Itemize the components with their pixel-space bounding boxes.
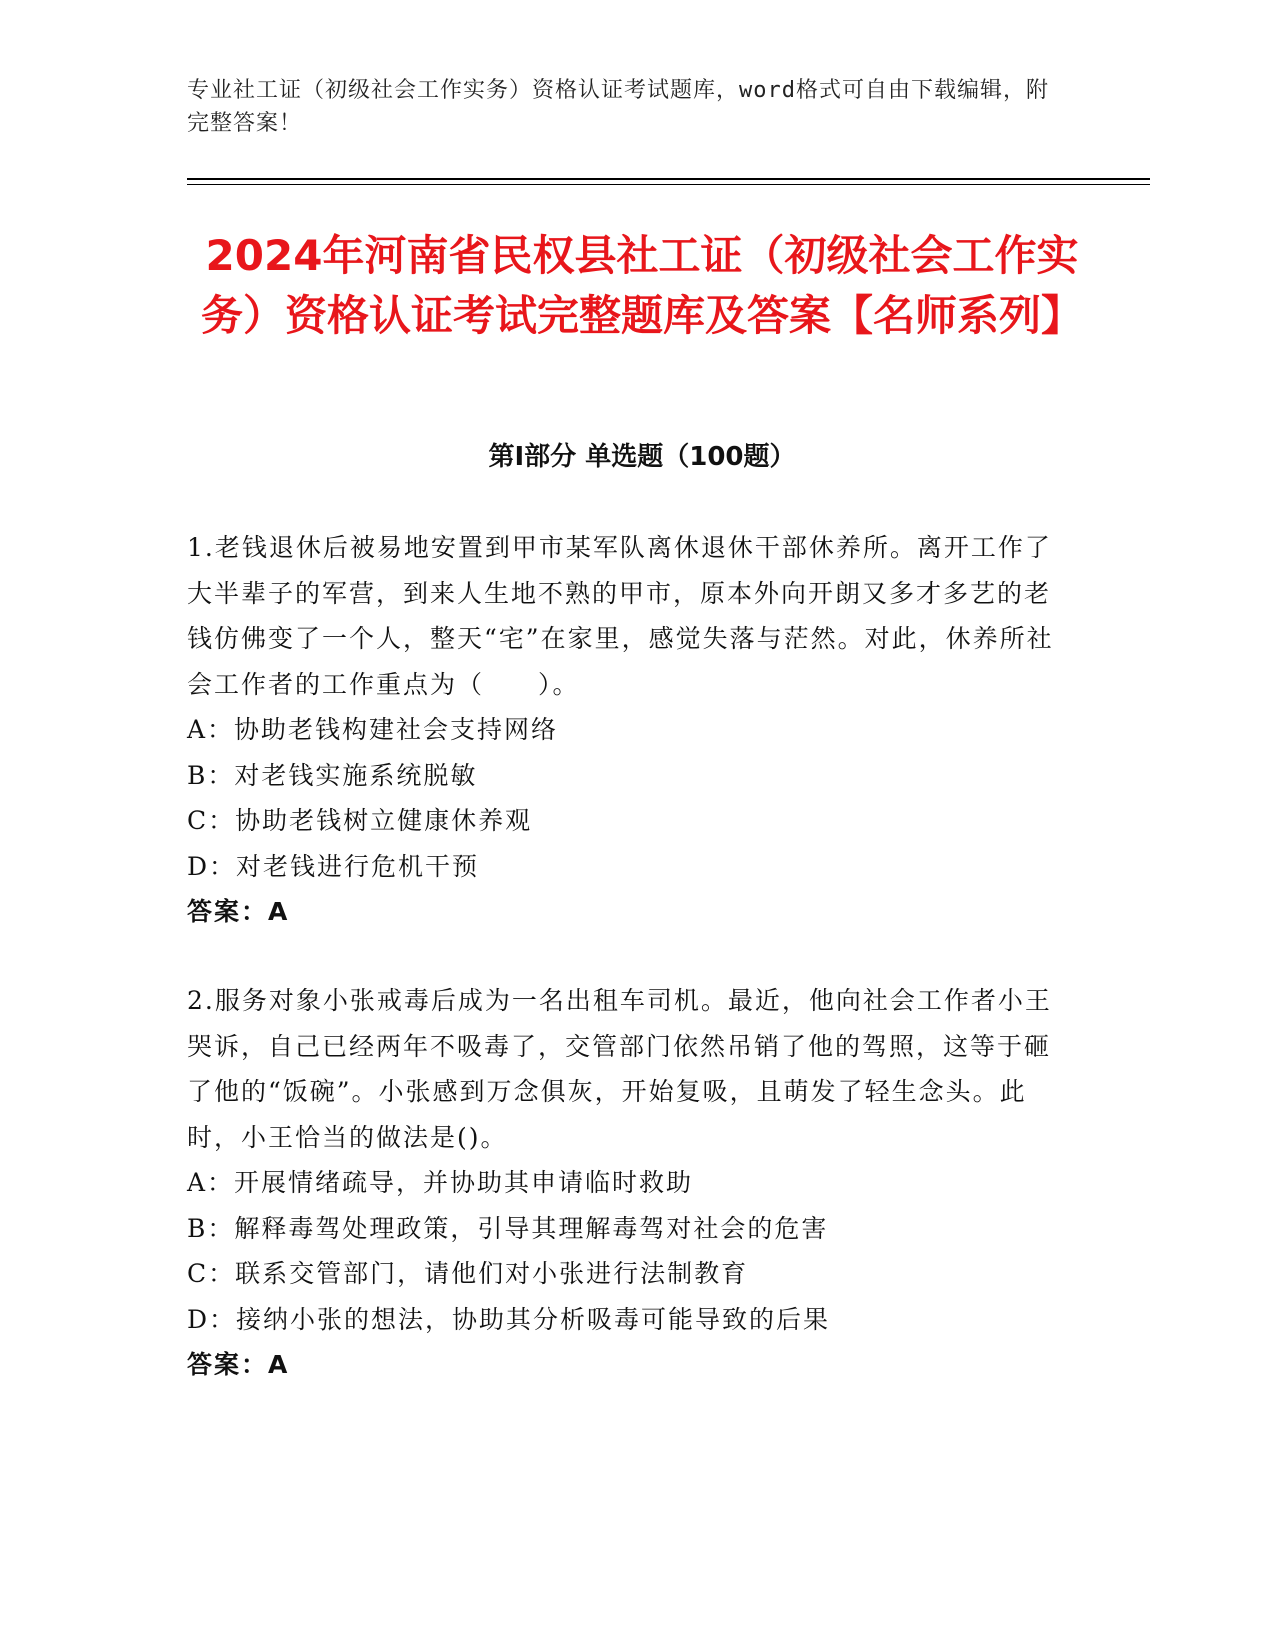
question-stem: 1.老钱退休后被易地安置到甲市某军队离休退休干部休养所。离开工作了大半辈子的军营，到来人生地不熟的甲市，原本外向开朗又多才多艺的老钱仿佛变了一个人，整天“宅”在家里，感觉失落与茫然。对此，休养所社会工作者的工作重点为（ ）。 (187, 533, 1054, 699)
option-b: B：对老钱实施系统脱敏 (187, 760, 478, 790)
option-a: A：协助老钱构建社会支持网络 (187, 715, 559, 744)
option-d: D：对老钱进行危机干预 (187, 851, 480, 881)
question-stem: 2.服务对象小张戒毒后成为一名出租车司机。最近，他向社会工作者小王哭诉，自己已经两年不吸毒了，交管部门依然吊销了他的驾照，这等于砸了他的“饭碗”。小张感到万念俱灰，开始复吸，且萌发了轻生念头。此时，小王恰当的做法是()。 (187, 986, 1052, 1152)
option-d: D：接纳小张的想法，协助其分析吸毒可能导致的后果 (187, 1304, 831, 1334)
section-heading: 第I部分 单选题（100题） (488, 442, 796, 472)
option-c: C：协助老钱树立健康休养观 (187, 806, 533, 835)
document-title: 2024年河南省民权县社工证（初级社会工作实务）资格认证考试完整题库及答案【名师系列】 (200, 231, 1083, 340)
option-c: C：联系交管部门，请他们对小张进行法制教育 (187, 1259, 749, 1288)
answer: 答案：A (187, 1350, 290, 1379)
header-divider-thin (187, 184, 1150, 185)
header-note: 专业社工证（初级社会工作实务）资格认证考试题库，word格式可自由下载编辑，附完整答案！ (187, 78, 1049, 136)
question-1 (187, 525, 1067, 935)
header-divider (187, 178, 1150, 180)
question-2 (187, 978, 1067, 1388)
option-b: B：解释毒驾处理政策，引导其理解毒驾对社会的危害 (187, 1213, 829, 1243)
option-a: A：开展情绪疏导，并协助其申请临时救助 (187, 1168, 694, 1197)
answer: 答案：A (187, 897, 290, 926)
